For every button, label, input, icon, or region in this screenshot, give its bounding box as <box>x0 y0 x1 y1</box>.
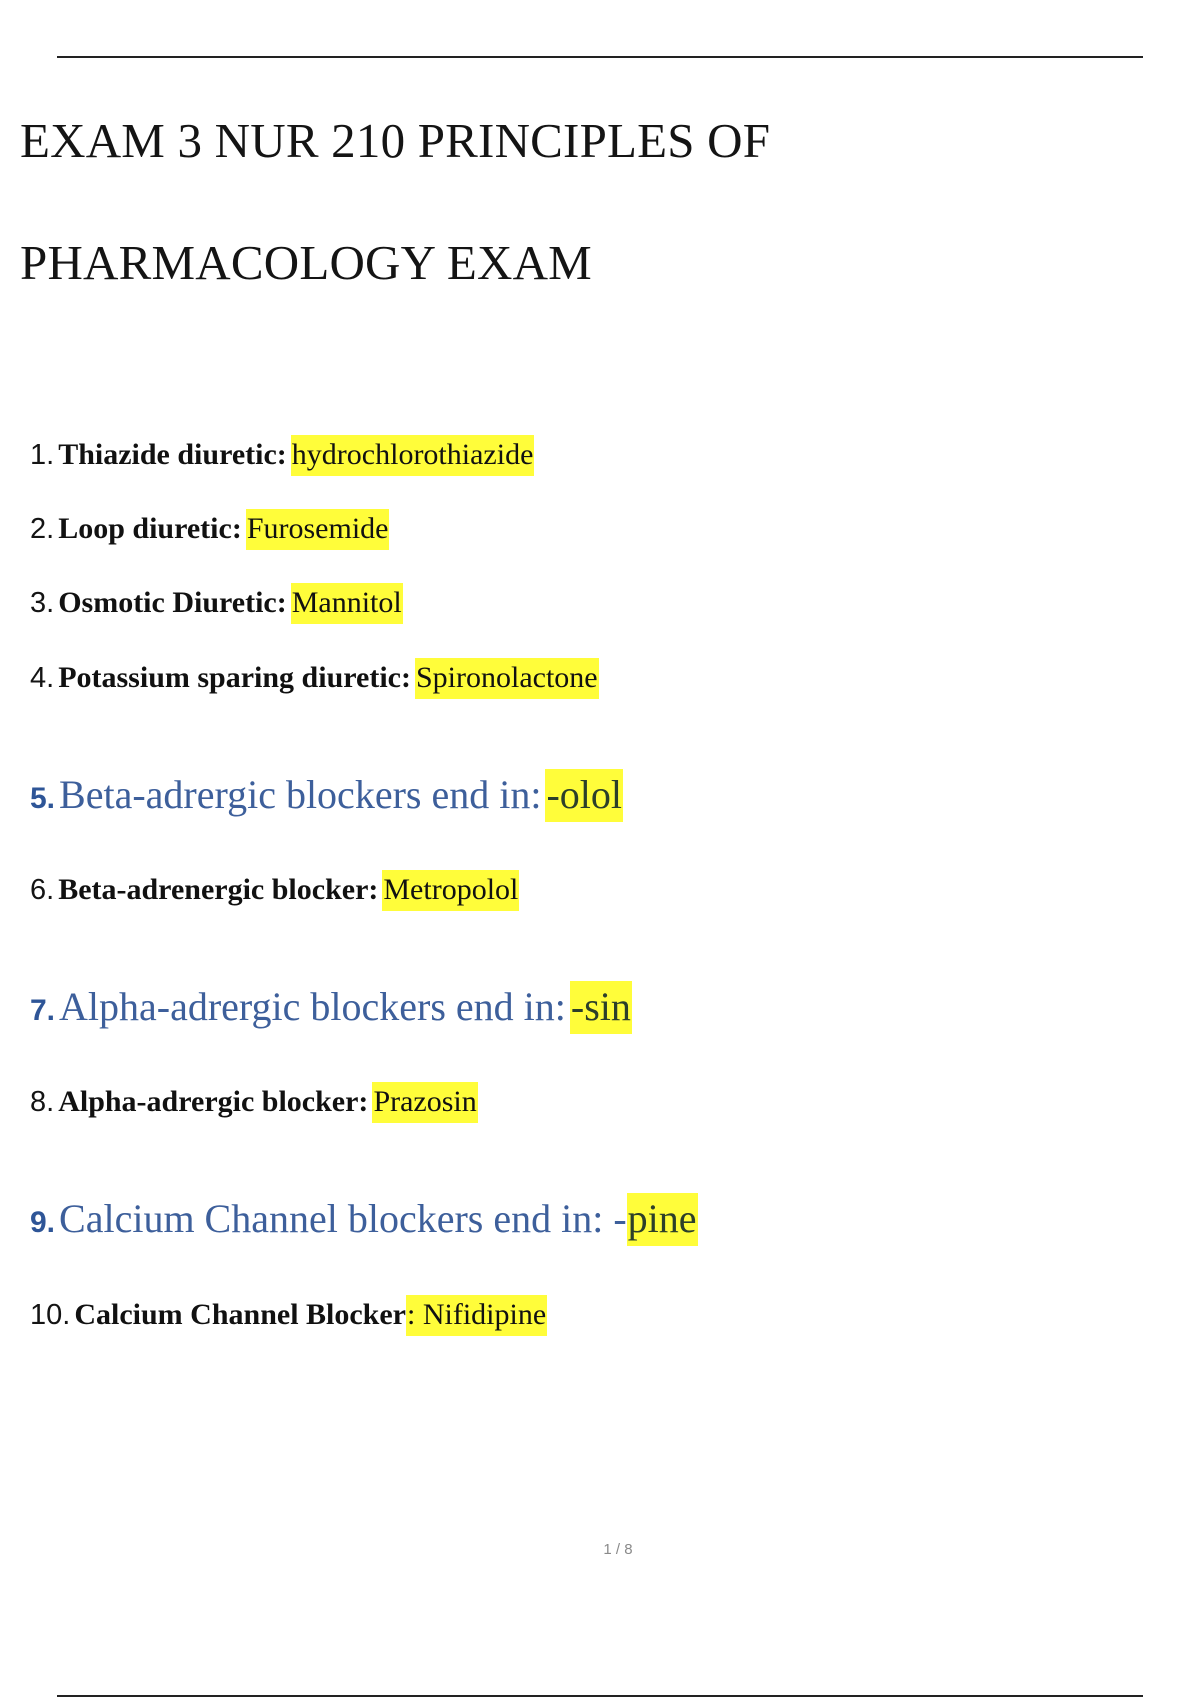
item-number: 5. <box>30 782 56 815</box>
item-answer-highlighted: -sin <box>570 981 632 1034</box>
item-label: Beta-adrergic blockers end in: <box>59 772 542 817</box>
item-label: Alpha-adrergic blockers end in: <box>59 984 566 1029</box>
list-item <box>30 1300 547 1330</box>
item-label: Alpha-adrergic blocker: <box>58 1085 369 1118</box>
page-indicator: 1 / 8 <box>603 1541 633 1558</box>
item-number: 9. <box>30 1206 56 1239</box>
item-answer-highlighted: Prazosin <box>372 1082 477 1123</box>
list-item <box>30 514 389 544</box>
item-number: 2. <box>30 513 55 545</box>
item-number: 8. <box>30 1086 55 1118</box>
top-divider <box>57 56 1143 58</box>
item-answer-highlighted: Metropolol <box>382 870 519 911</box>
list-item-heading <box>30 1196 698 1241</box>
item-number: 10. <box>30 1299 71 1331</box>
item-label: Thiazide diuretic: <box>58 438 287 471</box>
item-answer-highlighted: Mannitol <box>291 583 403 624</box>
list-item-heading <box>30 772 623 817</box>
item-number: 6. <box>30 874 55 906</box>
item-answer-highlighted: pine <box>627 1193 698 1246</box>
item-number: 7. <box>30 994 56 1027</box>
list-item <box>30 1087 478 1117</box>
item-label: Calcium Channel blockers end in: - <box>59 1196 627 1241</box>
item-answer-highlighted: Spironolactone <box>415 658 599 699</box>
document-title-line-1: EXAM 3 NUR 210 PRINCIPLES OF <box>20 113 771 168</box>
list-item <box>30 588 403 618</box>
item-label: Osmotic Diuretic: <box>58 586 287 619</box>
item-label: Beta-adrenergic blocker: <box>58 873 379 906</box>
document-title-line-2: PHARMACOLOGY EXAM <box>20 235 592 290</box>
item-label: Potassium sparing diuretic: <box>58 661 411 694</box>
item-number: 4. <box>30 662 55 694</box>
list-item <box>30 440 534 470</box>
item-label: Calcium Channel Blocker <box>74 1298 406 1331</box>
item-answer-highlighted: hydrochlorothiazide <box>291 435 535 476</box>
item-label: Loop diuretic: <box>58 512 242 545</box>
item-number: 3. <box>30 587 55 619</box>
item-answer-highlighted: Furosemide <box>246 509 390 550</box>
list-item <box>30 663 599 693</box>
item-answer-highlighted: -olol <box>545 769 623 822</box>
bottom-divider <box>57 1695 1143 1697</box>
list-item-heading <box>30 984 632 1029</box>
item-number: 1. <box>30 439 55 471</box>
list-item <box>30 875 519 905</box>
item-answer-highlighted: : Nifidipine <box>406 1295 547 1336</box>
